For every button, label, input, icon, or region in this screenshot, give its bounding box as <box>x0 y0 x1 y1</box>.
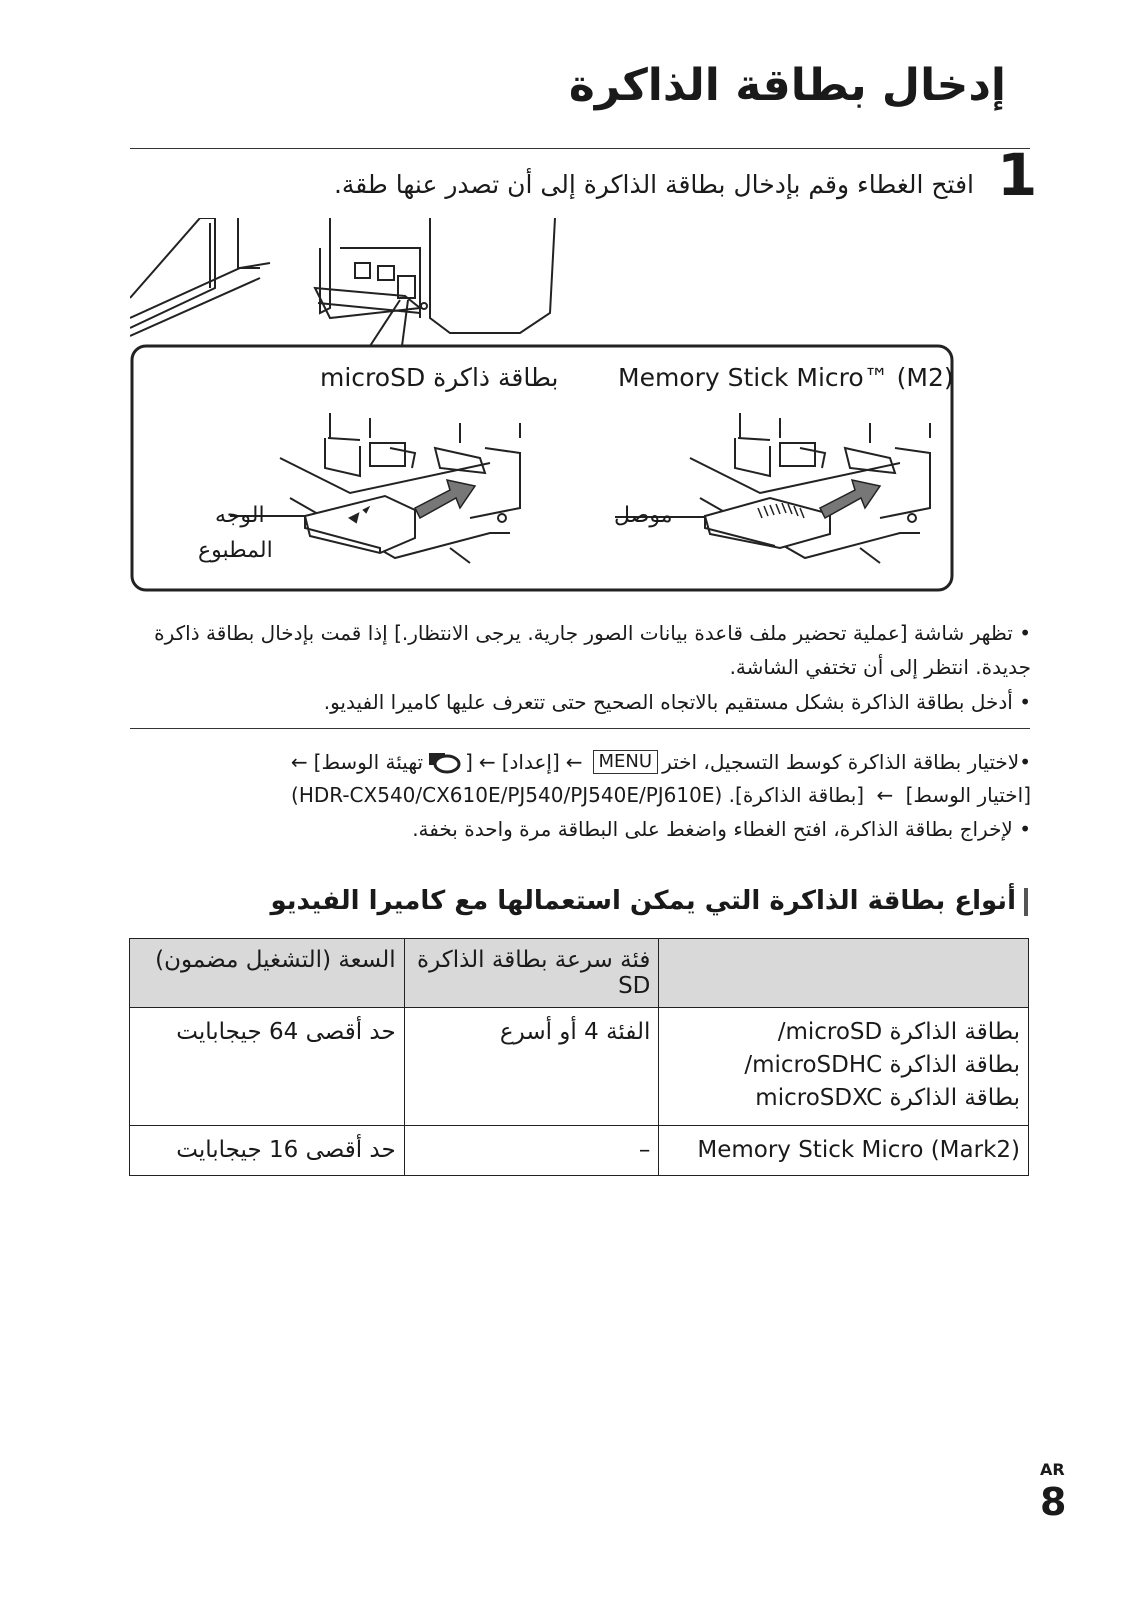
arrow-icon: ← <box>478 750 496 774</box>
menu-button-glyph: MENU <box>593 750 659 774</box>
memory-card-types-table <box>129 938 1029 1176</box>
arrow-icon: ← <box>876 783 894 807</box>
eject-instruction: • لإخراج بطاقة الذاكرة، افتح الغطاء واضغط على البطاقة مرة واحدة بخفة. <box>412 817 1031 841</box>
card-type-line: بطاقة الذاكرة microSDXC <box>755 1085 1020 1111</box>
media-settings-text: تهيئة الوسط] <box>313 750 424 774</box>
microsd-label: بطاقة ذاكرة microSD <box>320 363 559 392</box>
instruction-text: لاختيار بطاقة الذاكرة كوسط التسجيل، اختر <box>662 750 1020 774</box>
table-row <box>130 1008 1029 1126</box>
card-type-cell <box>659 1008 1029 1126</box>
terminal-label: موصل <box>614 503 673 528</box>
media-select-text: [اختيار الوسط] <box>905 783 1031 807</box>
card-type-line: بطاقة الذاكرة microSD/ <box>777 1019 1020 1045</box>
capacity-cell: حد أقصى 64 جيجابايت <box>130 1008 405 1126</box>
media-select-instruction: • لاختيار بطاقة الذاكرة كوسط التسجيل، اختر MENU ← [إعداد] ← [ تهيئة الوسط] ← <box>285 745 1031 779</box>
media-settings-icon <box>427 749 461 775</box>
table-header <box>659 939 1029 1008</box>
table-header: السعة (التشغيل مضمون) <box>130 939 405 1008</box>
speed-class-cell: الفئة 4 أو أسرع <box>404 1008 659 1126</box>
card-type-line: Memory Stick Micro (Mark2) <box>697 1137 1020 1163</box>
card-type-line: بطاقة الذاكرة microSDHC/ <box>744 1052 1020 1078</box>
setup-menu-text: [إعداد] <box>501 750 560 774</box>
memory-stick-label: Memory Stick Micro™ (M2) <box>618 363 954 392</box>
page-language-code: AR <box>1040 1460 1065 1479</box>
arrow-icon: ← <box>565 750 583 774</box>
face-label: الوجه <box>215 503 265 528</box>
media-select-instruction-cont <box>291 778 1031 812</box>
card-insertion-illustration <box>130 218 960 598</box>
arrow-icon: ← <box>290 750 308 774</box>
page-title: إدخال بطاقة الذاكرة <box>568 60 1006 111</box>
memory-card-models-text: [بطاقة الذاكرة]. (HDR-CX540/CX610E/PJ540/PJ540E/PJ610E) <box>291 783 865 807</box>
section-divider <box>130 728 1030 729</box>
note-text: تظهر شاشة [عملية تحضير ملف قاعدة بيانات الصور جارية. يرجى الانتظار.] إذا قمت بإدخال بطاقة ذاكرة جديدة. انتظر إلى أن تختفي الشاشة. <box>154 621 1031 679</box>
step-number: 1 <box>997 141 1038 209</box>
table-header-row <box>130 939 1029 1008</box>
page-number: 8 <box>1040 1480 1067 1524</box>
capacity-cell: حد أقصى 16 جيجابايت <box>130 1126 405 1176</box>
section-marker <box>1024 888 1028 916</box>
note-text: أدخل بطاقة الذاكرة بشكل مستقيم بالاتجاه الصحيح حتى تتعرف عليها كاميرا الفيديو. <box>323 690 1013 714</box>
instruction-text: لإخراج بطاقة الذاكرة، افتح الغطاء واضغط على البطاقة مرة واحدة بخفة. <box>412 817 1013 841</box>
bracket-text: [ <box>465 750 473 774</box>
card-type-cell <box>659 1126 1029 1176</box>
step-instruction: افتح الغطاء وقم بإدخال بطاقة الذاكرة إلى أن تصدر عنها طقة. <box>333 170 974 199</box>
printed-label: المطبوع <box>198 538 273 563</box>
table-row <box>130 1126 1029 1176</box>
speed-class-cell: – <box>404 1126 659 1176</box>
table-header: فئة سرعة بطاقة الذاكرة SD <box>404 939 659 1008</box>
note-insert-direction: • أدخل بطاقة الذاكرة بشكل مستقيم بالاتجاه الصحيح حتى تتعرف عليها كاميرا الفيديو. <box>323 690 1031 714</box>
title-divider <box>130 148 1030 149</box>
section-title: أنواع بطاقة الذاكرة التي يمكن استعمالها مع كاميرا الفيديو <box>270 886 1016 916</box>
note-database-screen: • تظهر شاشة [عملية تحضير ملف قاعدة بيانات الصور جارية. يرجى الانتظار.] إذا قمت بإدخال بطاقة ذاكرة جديدة. انتظر إلى أن تختفي الشاشة. <box>154 621 1031 679</box>
